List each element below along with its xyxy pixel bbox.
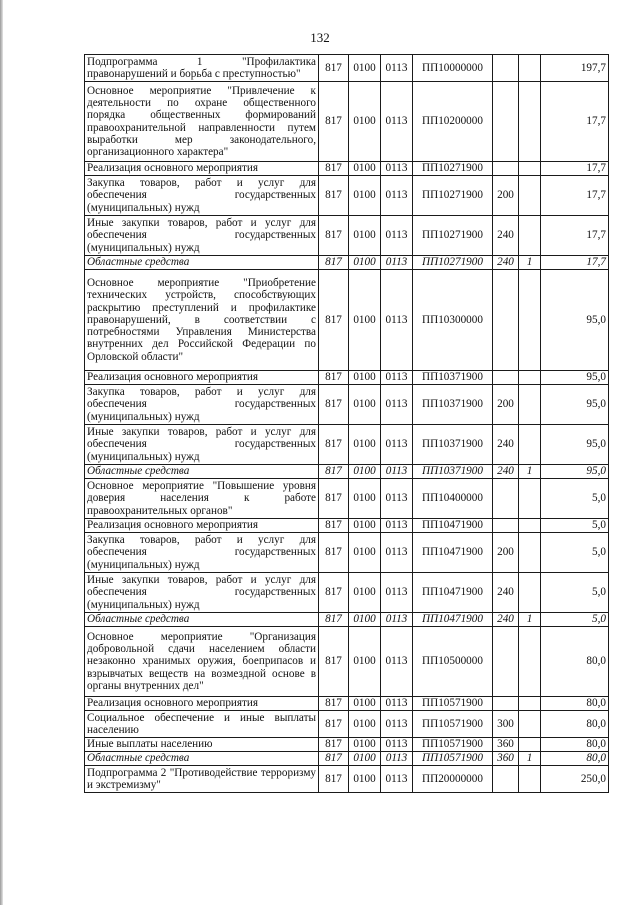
admin-code: 817 [319, 176, 349, 216]
section-code: 0100 [349, 216, 381, 256]
expense-type-code: 240 [493, 216, 519, 256]
amount: 80,0 [541, 697, 609, 711]
table-row [85, 270, 609, 371]
expense-type-code [493, 697, 519, 711]
amount: 95,0 [541, 425, 609, 465]
funding-source-code [519, 711, 541, 738]
funding-source-code: 1 [519, 752, 541, 766]
subsection-code: 0113 [381, 55, 413, 82]
expense-type-code: 200 [493, 533, 519, 573]
subsection-code: 0113 [381, 766, 413, 793]
subsection-code: 0113 [381, 256, 413, 270]
expense-type-code [493, 162, 519, 176]
subsection-code: 0113 [381, 573, 413, 613]
admin-code: 817 [319, 256, 349, 270]
expense-type-code [493, 479, 519, 519]
admin-code: 817 [319, 613, 349, 627]
admin-code: 817 [319, 711, 349, 738]
scan-edge-shadow [0, 0, 3, 905]
admin-code: 817 [319, 216, 349, 256]
expense-type-code: 240 [493, 256, 519, 270]
table-row [85, 613, 609, 627]
funding-source-code [519, 519, 541, 533]
expense-type-code [493, 519, 519, 533]
funding-source-code: 1 [519, 465, 541, 479]
row-name: Областные средства [85, 465, 319, 479]
amount: 80,0 [541, 738, 609, 752]
amount: 17,7 [541, 82, 609, 162]
row-name: Реализация основного мероприятия [85, 697, 319, 711]
target-article-code: ПП10571900 [413, 752, 493, 766]
section-code: 0100 [349, 766, 381, 793]
funding-source-code [519, 738, 541, 752]
admin-code: 817 [319, 533, 349, 573]
expense-type-code: 200 [493, 176, 519, 216]
section-code: 0100 [349, 270, 381, 371]
funding-source-code [519, 766, 541, 793]
table-row [85, 738, 609, 752]
funding-source-code [519, 82, 541, 162]
target-article-code: ПП10471900 [413, 613, 493, 627]
table-row [85, 533, 609, 573]
funding-source-code [519, 270, 541, 371]
table-row [85, 697, 609, 711]
funding-source-code: 1 [519, 256, 541, 270]
section-code: 0100 [349, 613, 381, 627]
row-name: Основное мероприятие "Приобретение технических устройств, способствующих раскрытию преступлений и профилактике правонарушений, в соответствии с потребностями Управления Министерства внутренних дел Российской Федерации по Орловской области" [85, 270, 319, 371]
section-code: 0100 [349, 479, 381, 519]
row-name: Областные средства [85, 256, 319, 270]
target-article-code: ПП10271900 [413, 162, 493, 176]
subsection-code: 0113 [381, 176, 413, 216]
table-row [85, 627, 609, 697]
amount: 5,0 [541, 479, 609, 519]
section-code: 0100 [349, 162, 381, 176]
admin-code: 817 [319, 385, 349, 425]
target-article-code: ПП10271900 [413, 216, 493, 256]
section-code: 0100 [349, 55, 381, 82]
subsection-code: 0113 [381, 162, 413, 176]
expense-type-code [493, 766, 519, 793]
table-row [85, 371, 609, 385]
expense-type-code [493, 627, 519, 697]
admin-code: 817 [319, 479, 349, 519]
target-article-code: ПП10200000 [413, 82, 493, 162]
table-row [85, 519, 609, 533]
row-name: Иные закупки товаров, работ и услуг для обеспечения государственных (муниципальных) нужд [85, 216, 319, 256]
row-name: Реализация основного мероприятия [85, 519, 319, 533]
table-row [85, 162, 609, 176]
subsection-code: 0113 [381, 479, 413, 519]
amount: 95,0 [541, 270, 609, 371]
table-row [85, 176, 609, 216]
page-number: 132 [310, 30, 330, 45]
table-row [85, 766, 609, 793]
section-code: 0100 [349, 697, 381, 711]
target-article-code: ПП10400000 [413, 479, 493, 519]
subsection-code: 0113 [381, 371, 413, 385]
admin-code: 817 [319, 465, 349, 479]
funding-source-code [519, 627, 541, 697]
subsection-code: 0113 [381, 627, 413, 697]
target-article-code: ПП10571900 [413, 711, 493, 738]
target-article-code: ПП10371900 [413, 465, 493, 479]
expense-type-code: 240 [493, 425, 519, 465]
amount: 17,7 [541, 216, 609, 256]
table-row [85, 55, 609, 82]
target-article-code: ПП10571900 [413, 697, 493, 711]
expense-type-code: 240 [493, 573, 519, 613]
section-code: 0100 [349, 519, 381, 533]
amount: 5,0 [541, 573, 609, 613]
target-article-code: ПП10271900 [413, 176, 493, 216]
row-name: Основное мероприятие "Организация добровольной сдачи населением области незаконно хранимых оружия, боеприпасов и взрывчатых веществ на возмездной основе в органы внутренних дел" [85, 627, 319, 697]
funding-source-code [519, 573, 541, 613]
amount: 5,0 [541, 613, 609, 627]
row-name: Закупка товаров, работ и услуг для обеспечения государственных (муниципальных) нужд [85, 385, 319, 425]
amount: 80,0 [541, 711, 609, 738]
target-article-code: ПП10271900 [413, 256, 493, 270]
table-row [85, 573, 609, 613]
table-row [85, 425, 609, 465]
expense-type-code: 300 [493, 711, 519, 738]
subsection-code: 0113 [381, 82, 413, 162]
subsection-code: 0113 [381, 738, 413, 752]
table-row [85, 82, 609, 162]
expense-type-code [493, 55, 519, 82]
funding-source-code [519, 533, 541, 573]
section-code: 0100 [349, 752, 381, 766]
section-code: 0100 [349, 82, 381, 162]
expense-type-code: 200 [493, 385, 519, 425]
expense-type-code [493, 82, 519, 162]
amount: 197,7 [541, 55, 609, 82]
subsection-code: 0113 [381, 752, 413, 766]
amount: 5,0 [541, 533, 609, 573]
amount: 95,0 [541, 465, 609, 479]
funding-source-code [519, 479, 541, 519]
funding-source-code [519, 55, 541, 82]
amount: 95,0 [541, 385, 609, 425]
section-code: 0100 [349, 425, 381, 465]
section-code: 0100 [349, 573, 381, 613]
target-article-code: ПП10471900 [413, 519, 493, 533]
admin-code: 817 [319, 270, 349, 371]
expense-type-code: 360 [493, 752, 519, 766]
section-code: 0100 [349, 465, 381, 479]
section-code: 0100 [349, 711, 381, 738]
section-code: 0100 [349, 256, 381, 270]
target-article-code: ПП10300000 [413, 270, 493, 371]
target-article-code: ПП20000000 [413, 766, 493, 793]
admin-code: 817 [319, 82, 349, 162]
table-row [85, 216, 609, 256]
expense-type-code: 240 [493, 613, 519, 627]
subsection-code: 0113 [381, 425, 413, 465]
expense-type-code: 360 [493, 738, 519, 752]
section-code: 0100 [349, 371, 381, 385]
admin-code: 817 [319, 752, 349, 766]
funding-source-code [519, 162, 541, 176]
target-article-code: ПП10571900 [413, 738, 493, 752]
expense-type-code [493, 270, 519, 371]
amount: 80,0 [541, 752, 609, 766]
row-name: Иные закупки товаров, работ и услуг для обеспечения государственных (муниципальных) нужд [85, 425, 319, 465]
amount: 95,0 [541, 371, 609, 385]
subsection-code: 0113 [381, 697, 413, 711]
subsection-code: 0113 [381, 519, 413, 533]
row-name: Подпрограмма 1 "Профилактика правонарушений и борьба с преступностью" [85, 55, 319, 82]
target-article-code: ПП10371900 [413, 385, 493, 425]
funding-source-code [519, 176, 541, 216]
section-code: 0100 [349, 533, 381, 573]
expense-type-code [493, 371, 519, 385]
admin-code: 817 [319, 697, 349, 711]
amount: 5,0 [541, 519, 609, 533]
table-row [85, 256, 609, 270]
row-name: Основное мероприятие "Привлечение к деятельности по охране общественного порядка общественных формирований правоохранительной направленности путем выработки мер законодательного, организационного характера" [85, 82, 319, 162]
row-name: Основное мероприятие "Повышение уровня доверия населения к работе правоохранительных органов" [85, 479, 319, 519]
row-name: Реализация основного мероприятия [85, 162, 319, 176]
subsection-code: 0113 [381, 465, 413, 479]
table-row [85, 479, 609, 519]
funding-source-code [519, 385, 541, 425]
subsection-code: 0113 [381, 270, 413, 371]
funding-source-code [519, 371, 541, 385]
target-article-code: ПП10371900 [413, 371, 493, 385]
funding-source-code [519, 216, 541, 256]
subsection-code: 0113 [381, 385, 413, 425]
row-name: Областные средства [85, 613, 319, 627]
subsection-code: 0113 [381, 533, 413, 573]
funding-source-code [519, 697, 541, 711]
target-article-code: ПП10500000 [413, 627, 493, 697]
row-name: Социальное обеспечение и иные выплаты населению [85, 711, 319, 738]
subsection-code: 0113 [381, 216, 413, 256]
row-name: Иные закупки товаров, работ и услуг для обеспечения государственных (муниципальных) нужд [85, 573, 319, 613]
funding-source-code: 1 [519, 613, 541, 627]
row-name: Закупка товаров, работ и услуг для обеспечения государственных (муниципальных) нужд [85, 533, 319, 573]
target-article-code: ПП10371900 [413, 425, 493, 465]
expense-type-code: 240 [493, 465, 519, 479]
admin-code: 817 [319, 573, 349, 613]
admin-code: 817 [319, 738, 349, 752]
row-name: Закупка товаров, работ и услуг для обеспечения государственных (муниципальных) нужд [85, 176, 319, 216]
table-row [85, 465, 609, 479]
amount: 17,7 [541, 256, 609, 270]
row-name: Подпрограмма 2 "Противодействие терроризму и экстремизму" [85, 766, 319, 793]
target-article-code: ПП10471900 [413, 533, 493, 573]
row-name: Иные выплаты населению [85, 738, 319, 752]
amount: 250,0 [541, 766, 609, 793]
amount: 80,0 [541, 627, 609, 697]
section-code: 0100 [349, 627, 381, 697]
budget-table [84, 54, 609, 793]
admin-code: 817 [319, 55, 349, 82]
table-row [85, 711, 609, 738]
subsection-code: 0113 [381, 711, 413, 738]
admin-code: 817 [319, 371, 349, 385]
admin-code: 817 [319, 766, 349, 793]
amount: 17,7 [541, 162, 609, 176]
table-row [85, 752, 609, 766]
admin-code: 817 [319, 162, 349, 176]
section-code: 0100 [349, 385, 381, 425]
funding-source-code [519, 425, 541, 465]
subsection-code: 0113 [381, 613, 413, 627]
section-code: 0100 [349, 176, 381, 216]
target-article-code: ПП10000000 [413, 55, 493, 82]
table-row [85, 385, 609, 425]
row-name: Областные средства [85, 752, 319, 766]
admin-code: 817 [319, 627, 349, 697]
admin-code: 817 [319, 519, 349, 533]
amount: 17,7 [541, 176, 609, 216]
row-name: Реализация основного мероприятия [85, 371, 319, 385]
admin-code: 817 [319, 425, 349, 465]
target-article-code: ПП10471900 [413, 573, 493, 613]
section-code: 0100 [349, 738, 381, 752]
